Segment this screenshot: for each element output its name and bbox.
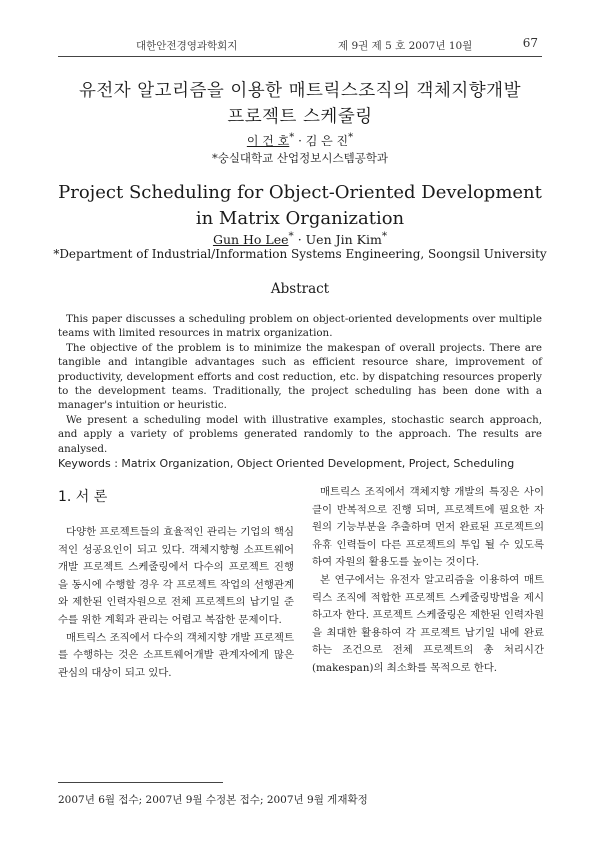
running-header [58, 34, 542, 54]
english-author-1: Gun Ho Lee [212, 232, 289, 248]
section-heading-introduction: 1. 서 론 [58, 489, 108, 505]
journal-name: 대한안전경영과학회지 [136, 40, 238, 52]
korean-author-1: 이 건 호 [246, 134, 290, 148]
korean-author-separator: · [294, 134, 306, 148]
english-author-2-mark: * [381, 230, 388, 242]
keywords: Keywords : Matrix Organization, Object Oriented Development, Project, Scheduling [58, 457, 515, 471]
abstract-body [58, 312, 542, 471]
korean-title-line1: 유전자 알고리즘을 이용한 매트릭스조직의 객체지향개발 [79, 81, 521, 101]
korean-authors [0, 132, 600, 149]
header-divider [58, 56, 542, 57]
korean-affiliation: *숭실대학교 산업정보시스템공학과 [211, 151, 389, 165]
page-number: 67 [522, 36, 538, 50]
english-title-line2: in Matrix Organization [195, 208, 405, 229]
right-column [312, 484, 544, 678]
abstract-heading: Abstract [270, 281, 330, 297]
english-title [0, 180, 600, 232]
left-column [58, 524, 294, 682]
english-title-line1: Project Scheduling for Object-Oriented Development [58, 182, 542, 203]
english-author-separator: · [293, 232, 306, 248]
korean-title [0, 78, 600, 130]
english-author-1-mark: * [288, 230, 294, 242]
issue-info: 제 9권 제 5 호 2007년 10월 [338, 40, 473, 52]
korean-author-2: 김 은 진 [305, 134, 349, 148]
abstract-paragraph: This paper discusses a scheduling problem on object-oriented developments over multiple teams with limited resources in matrix organization. [58, 313, 542, 340]
body-paragraph: 본 연구에서는 유전자 알고리즘을 이용하여 매트릭스 조직에 적합한 프로젝트 스케줄링방법을 제시하고자 한다. 프로젝트 스케줄링은 제한된 인력자원을 최대한 활용하여 각 프로젝트 납기일 내에 완료하는 조건으로 전체 프로젝트의 총 처리시간(makespan)의 최소화를 목적으로 한다. [312, 573, 544, 674]
abstract-paragraph: We present a scheduling model with illustrative examples, stochastic search approach, and apply a variety of problems generated randomly to the approach. The results are analysed. [58, 413, 542, 455]
english-author-2: Uen Jin Kim [305, 232, 382, 248]
korean-author-1-mark: * [289, 132, 295, 143]
korean-author-2-mark: * [348, 132, 354, 143]
body-paragraph: 매트릭스 조직에서 다수의 객체지향 개발 프로젝트를 수행하는 것은 소프트웨어개발 관계자에게 많은 관심의 대상이 되고 있다. [58, 631, 294, 679]
english-affiliation: *Department of Industrial/Information Systems Engineering, Soongsil University [53, 247, 547, 261]
footnote-divider [58, 782, 223, 783]
body-paragraph: 매트릭스 조직에서 객체지향 개발의 특징은 사이클이 반복적으로 진행 되며, 프로젝트에 필요한 자원의 기능부분을 추출하며 먼저 완료된 프로젝트의 유휴 인력들이 다른 프로젝트의 투입 될 수 있도록 하여 자원의 활용도를 높이는 것이다. [312, 486, 544, 569]
body-paragraph: 다양한 프로젝트들의 효율적인 관리는 기업의 핵심적인 성공요인이 되고 있다. 객체지향형 소프트웨어 개발 프로젝트 스케줄링에서 다수의 프로젝트 진행을 동시에 수행할 경우 각 프로젝트 작업의 선행관계와 제한된 인력자원으로 전체 프로젝트의 납기일 준수를 위한 계획과 관리는 어렵고 복잡한 문제이다. [58, 526, 294, 626]
submission-footnote: 2007년 6월 접수; 2007년 9월 수정본 접수; 2007년 9월 게재확정 [58, 794, 368, 806]
korean-title-line2: 프로젝트 스케줄링 [227, 107, 373, 127]
abstract-paragraph: The objective of the problem is to minimize the makespan of overall projects. There are tangible and intangible advantages such as efficient resource share, improvement of productivity, development efforts and cost reduction, etc. by dispatching resources properly to the development teams. Traditionally, the project scheduling has been done with a manager's intuition or heuristic. [58, 341, 542, 412]
english-authors [0, 230, 600, 247]
